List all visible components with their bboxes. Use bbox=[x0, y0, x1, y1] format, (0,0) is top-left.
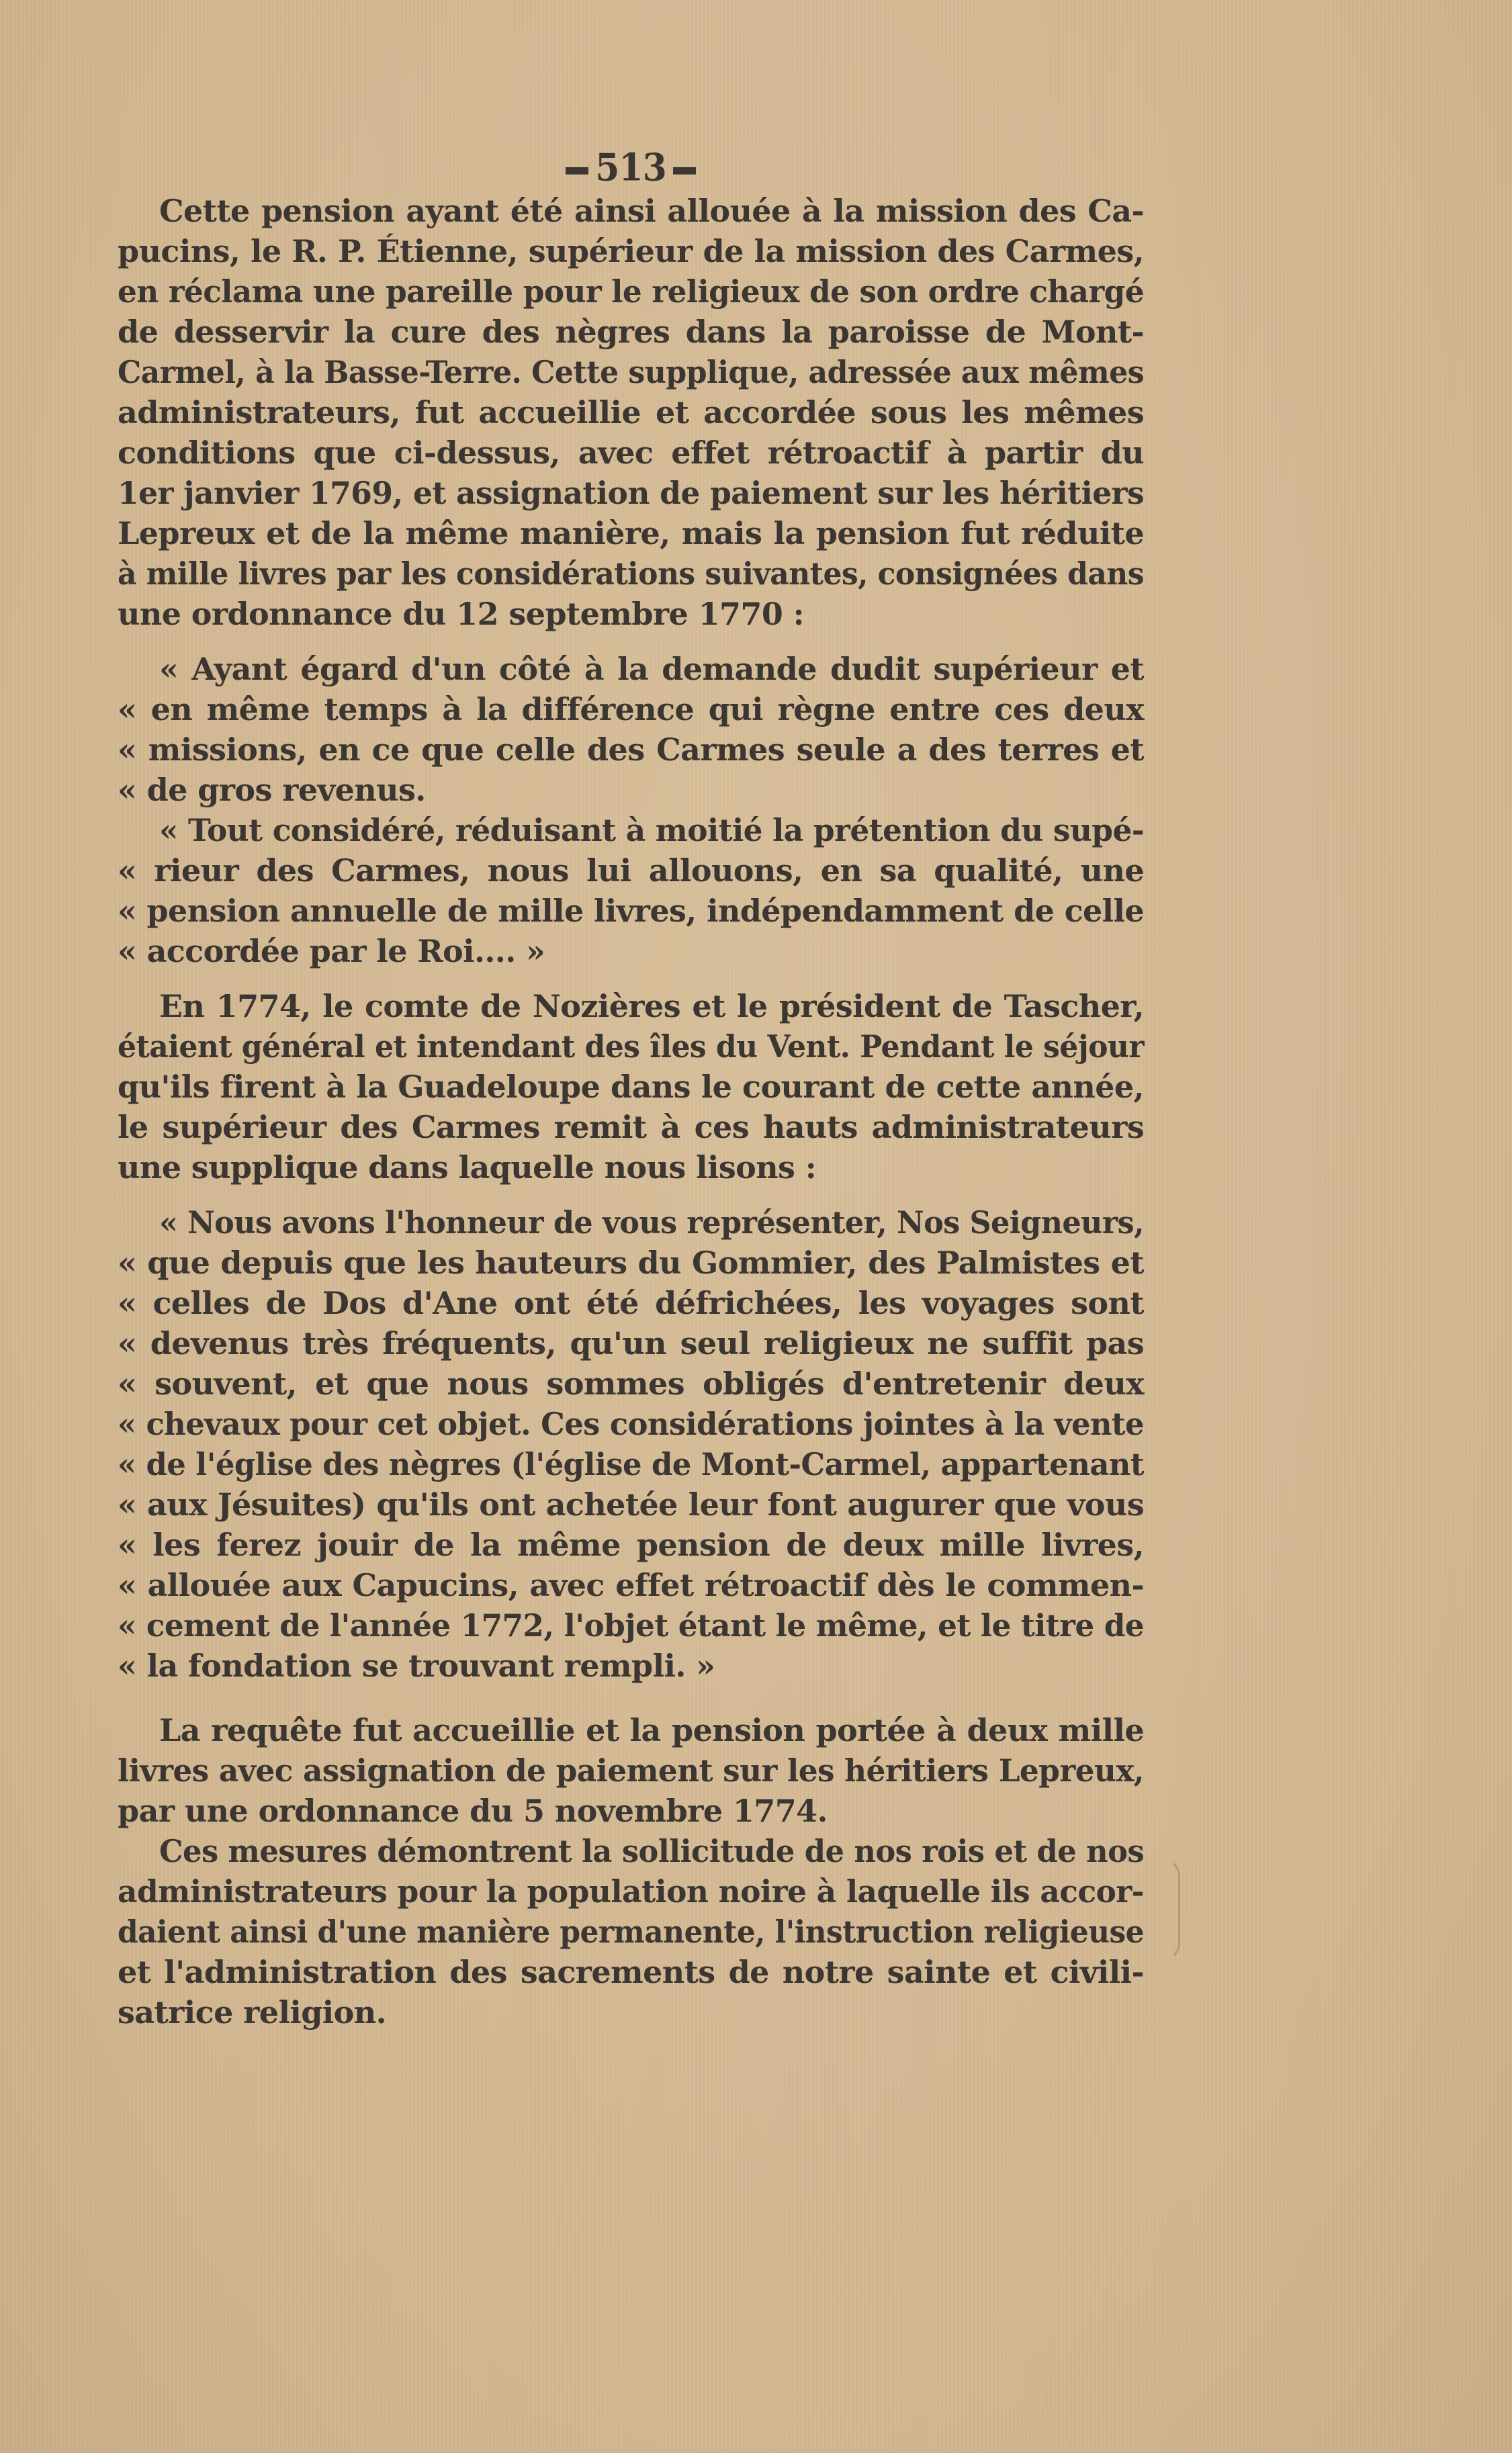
quote-line: « rieur des Carmes, nous lui allouons, en sa qualité, une bbox=[118, 852, 1144, 889]
text-line: Carmel, à la Basse-Terre. Cette supplique, adressée aux mêmes bbox=[118, 354, 1144, 390]
text-line: par une ordonnance du 5 novembre 1774. bbox=[118, 1793, 828, 1829]
quote-line: « allouée aux Capucins, avec effet rétroactif dès le commen- bbox=[118, 1567, 1144, 1603]
page-number-dash-left bbox=[566, 167, 588, 174]
text-line: une supplique dans laquelle nous lisons : bbox=[118, 1149, 817, 1186]
text-line: daient ainsi d'une manière permanente, l'instruction religieuse bbox=[118, 1914, 1144, 1950]
quote-line: « aux Jésuites) qu'ils ont achetée leur font augurer que vous bbox=[118, 1486, 1144, 1523]
text-line: satrice religion. bbox=[118, 1994, 386, 2031]
text-line: conditions que ci-dessus, avec effet rétroactif à partir du bbox=[118, 435, 1144, 471]
quote-line: « cement de l'année 1772, l'objet étant le même, et le titre de bbox=[118, 1607, 1144, 1644]
quote-line: « de l'église des nègres (l'église de Mont-Carmel, appartenant bbox=[118, 1446, 1144, 1482]
quote-line: « celles de Dos d'Ane ont été défrichées, les voyages sont bbox=[118, 1285, 1144, 1321]
text-line: le supérieur des Carmes remit à ces hauts administrateurs bbox=[118, 1109, 1144, 1145]
text-line: En 1774, le comte de Nozières et le président de Tascher, bbox=[159, 988, 1144, 1024]
text-line: Ces mesures démontrent la sollicitude de nos rois et de nos bbox=[159, 1833, 1144, 1869]
quote-line: « souvent, et que nous sommes obligés d'entretenir deux bbox=[118, 1366, 1144, 1402]
page-number-text: 513 bbox=[595, 145, 666, 190]
quote-line: « Nous avons l'honneur de vous représenter, Nos Seigneurs, bbox=[159, 1204, 1144, 1241]
text-line: étaient général et intendant des îles du Vent. Pendant le séjour bbox=[118, 1028, 1144, 1065]
quote-line: « que depuis que les hauteurs du Gommier, des Palmistes et bbox=[118, 1245, 1144, 1281]
quote-line: « pension annuelle de mille livres, indépendamment de celle bbox=[118, 893, 1144, 929]
page-number bbox=[118, 146, 1144, 190]
text-line: une ordonnance du 12 septembre 1770 : bbox=[118, 596, 805, 632]
quote-line: « la fondation se trouvant rempli. » bbox=[118, 1648, 715, 1684]
text-line: Cette pension ayant été ainsi allouée à la mission des Ca- bbox=[159, 193, 1144, 229]
quote-line: « Tout considéré, réduisant à moitié la prétention du supé- bbox=[159, 812, 1144, 848]
quote-line: « Ayant égard d'un côté à la demande dudit supérieur et bbox=[159, 651, 1144, 687]
quote-line: « devenus très fréquents, qu'un seul religieux ne suffit pas bbox=[118, 1325, 1144, 1362]
text-line: livres avec assignation de paiement sur les héritiers Lepreux, bbox=[118, 1752, 1144, 1789]
quote-line: « de gros revenus. bbox=[118, 772, 426, 808]
text-line: de desservir la cure des nègres dans la paroisse de Mont- bbox=[118, 314, 1144, 350]
quote-line: « accordée par le Roi.... » bbox=[118, 933, 545, 969]
margin-pencil-mark bbox=[1161, 1857, 1180, 1962]
text-line: administrateurs pour la population noire à laquelle ils accor- bbox=[118, 1873, 1144, 1910]
text-line: Lepreux et de la même manière, mais la pension fut réduite bbox=[118, 515, 1144, 551]
quote-line: « les ferez jouir de la même pension de deux mille livres, bbox=[118, 1527, 1144, 1563]
page-number-dash-right bbox=[673, 167, 696, 174]
text-line: en réclama une pareille pour le religieux de son ordre chargé bbox=[118, 273, 1144, 310]
quote-line: « chevaux pour cet objet. Ces considérations jointes à la vente bbox=[118, 1406, 1144, 1442]
text-line: et l'administration des sacrements de notre sainte et civili- bbox=[118, 1954, 1144, 1990]
text-line: La requête fut accueillie et la pension portée à deux mille bbox=[159, 1712, 1144, 1748]
text-line: à mille livres par les considérations suivantes, consignées dans bbox=[118, 555, 1144, 592]
text-line: qu'ils firent à la Guadeloupe dans le courant de cette année, bbox=[118, 1069, 1144, 1105]
text-line: 1er janvier 1769, et assignation de paiement sur les héritiers bbox=[118, 475, 1144, 511]
text-line: administrateurs, fut accueillie et accordée sous les mêmes bbox=[118, 394, 1144, 431]
quote-line: « en même temps à la différence qui règne entre ces deux bbox=[118, 691, 1144, 727]
quote-line: « missions, en ce que celle des Carmes seule a des terres et bbox=[118, 731, 1144, 768]
text-line: pucins, le R. P. Étienne, supérieur de la mission des Carmes, bbox=[118, 233, 1144, 269]
